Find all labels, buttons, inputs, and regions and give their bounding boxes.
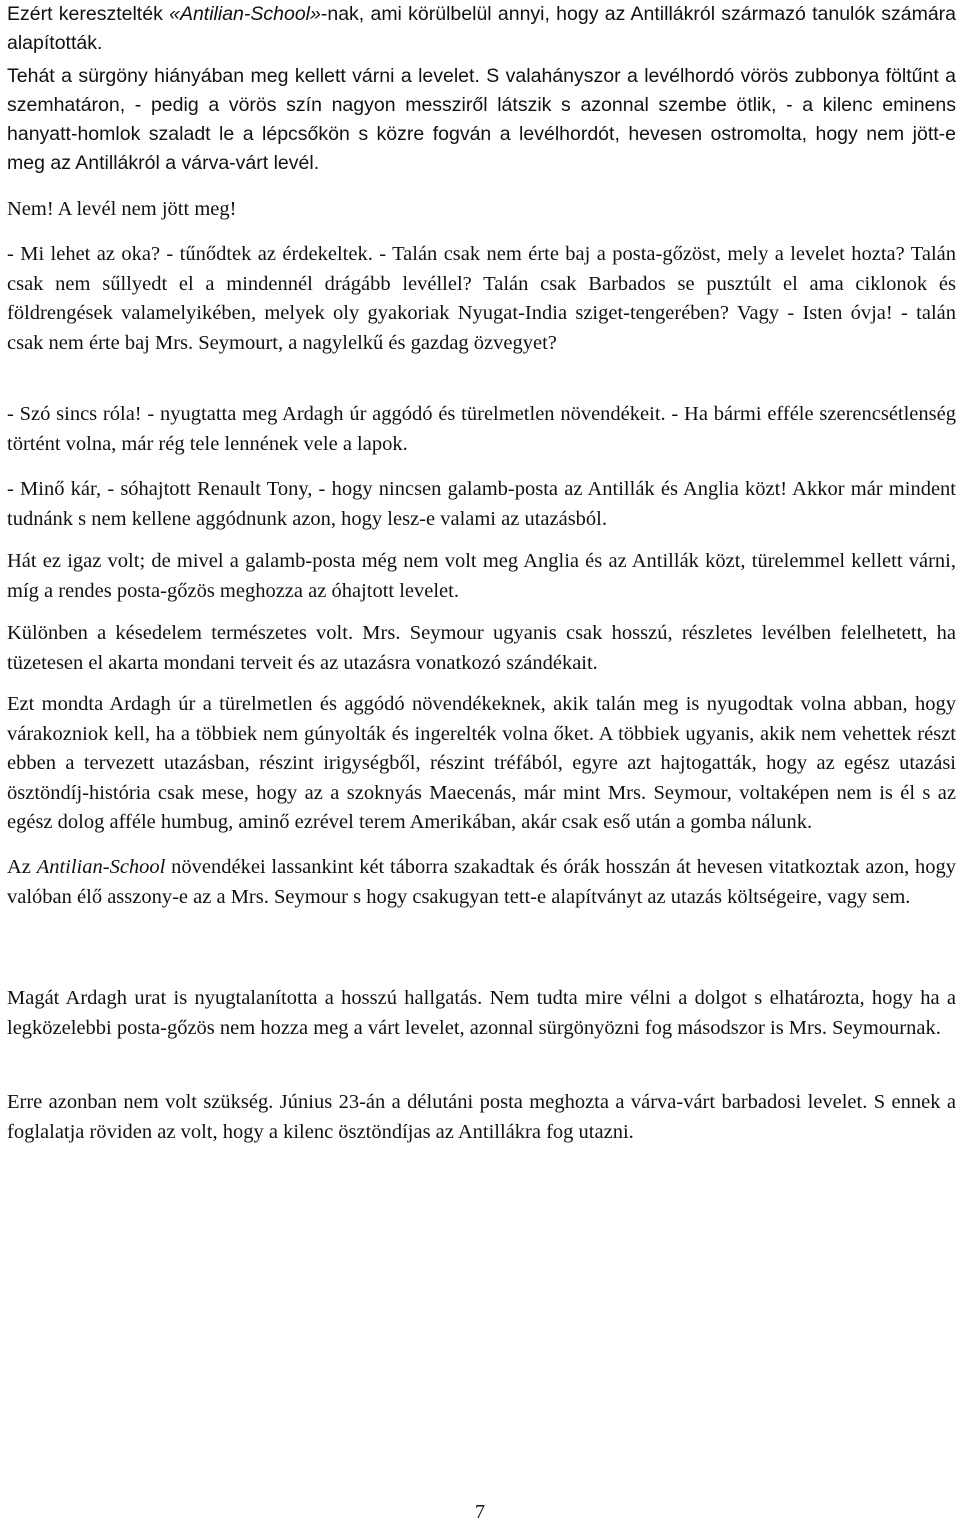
paragraph-3: Nem! A levél nem jött meg! <box>7 198 237 220</box>
paragraph-10 <box>7 853 956 912</box>
paragraph-4: - Mi lehet az oka? - tűnődtek az érdekeltek. - Talán csak nem érte baj a posta-gőzöst, mely a levelet hozta? Talán csak nem sűllyedt el a mindennél drágább levéllel? Talán csak Barbados se pusztúlt el ama ciklonok és földrengések valamelyikében, melyek oly gyakoriak Nyugat-India sziget-tengerében? Vagy - Isten óvja! - talán csak nem érte baj Mrs. Seymourt, a nagylelkű és gazdag özvegyet? <box>7 243 956 354</box>
paragraph-10-post: növendékei lassankint két táborra szakadtak és órák hosszán át hevesen vitatkoztak azon, hogy valóban élő asszony-e az a Mrs. Seymour s hogy csakugyan tett-e alapítványt az utazás költségeire, vagy sem. <box>7 856 956 908</box>
paragraph-12: Erre azonban nem volt szükség. Június 23-án a délutáni posta meghozta a várva-várt barbadosi levelet. S ennek a foglalatja röviden az volt, hogy a kilenc ösztöndíjas az Antillákra fog utazni. <box>7 1091 956 1143</box>
paragraph-6: - Minő kár, - sóhajtott Renault Tony, - hogy nincsen galamb-posta az Antillák és Anglia közt! Akkor már mindent tudnánk s nem kellene aggódnunk azon, hogy lesz-e valami az utazásból. <box>7 478 956 530</box>
paragraph-1-pre: Ezért keresztelték <box>7 3 170 25</box>
paragraph-1-post: -nak, ami körülbelül annyi, hogy az Antillákról származó tanulók számára alapították. <box>7 3 957 54</box>
school-name-italic-2: Antilian-School <box>36 856 166 878</box>
page-number: 7 <box>475 1501 485 1523</box>
school-name-italic: «Antilian-School» <box>169 3 321 25</box>
paragraph-5: - Szó sincs róla! - nyugtatta meg Ardagh úr aggódó és türelmetlen növendékeit. - Ha bármi efféle szerencsétlenség történt volna, már rég tele lennének vele a lapok. <box>7 403 956 455</box>
paragraph-7: Hát ez igaz volt; de mivel a galamb-posta még nem volt meg Anglia és az Antillák közt, türelemmel kellett várni, míg a rendes posta-gőzös meghozza az óhajtott levelet. <box>7 550 956 602</box>
paragraph-10-pre: Az <box>7 856 37 878</box>
paragraph-8: Különben a késedelem természetes volt. Mrs. Seymour ugyanis csak hosszú, részletes levélben felelhetett, ha tüzetesen el akarta mondani terveit és az utazásra vonatkozó szándékait. <box>7 622 956 674</box>
paragraph-1 <box>7 0 956 58</box>
paragraph-11: Magát Ardagh urat is nyugtalanította a hosszú hallgatás. Nem tudta mire vélni a dolgot s elhatározta, hogy ha a legközelebbi posta-gőzös nem hozza meg a várt levelet, azonnal sürgönyözni fog másodszor is Mrs. Seymournak. <box>7 987 956 1039</box>
paragraph-9: Ezt mondta Ardagh úr a türelmetlen és aggódó növendékeknek, akik talán meg is nyugodtak volna abban, hogy várakozniok kell, ha a többiek nem gúnyolták és ingerelték volna őket. A többiek ugyanis, akik nem vehettek részt ebben a tervezett utazásban, részint irigységből, részint tréfából, egyre azt hajtogatták, hogy az egész utazási ösztöndíj-história csak mese, hogy az a szoknyás Maecenás, már mint Mrs. Seymour, voltaképen nem is él s az egész dolog afféle humbug, aminő ezrével terem Amerikában, akár csak eső után a gomba nálunk. <box>7 693 956 834</box>
paragraph-2: Tehát a sürgöny hiányában meg kellett várni a levelet. S valahányszor a levélhordó vörös zubbonya föltűnt a szemhatáron, - pedig a vörös szín nagyon messziről látszik s azonnal szembe ötlik, - a kilenc eminens hanyatt-homlok szaladt le a lépcsőkön s közre fogván a levélhordót, hevesen ostromolta, hogy nem jött-e meg az Antillákról a várva-várt levél. <box>7 65 956 174</box>
